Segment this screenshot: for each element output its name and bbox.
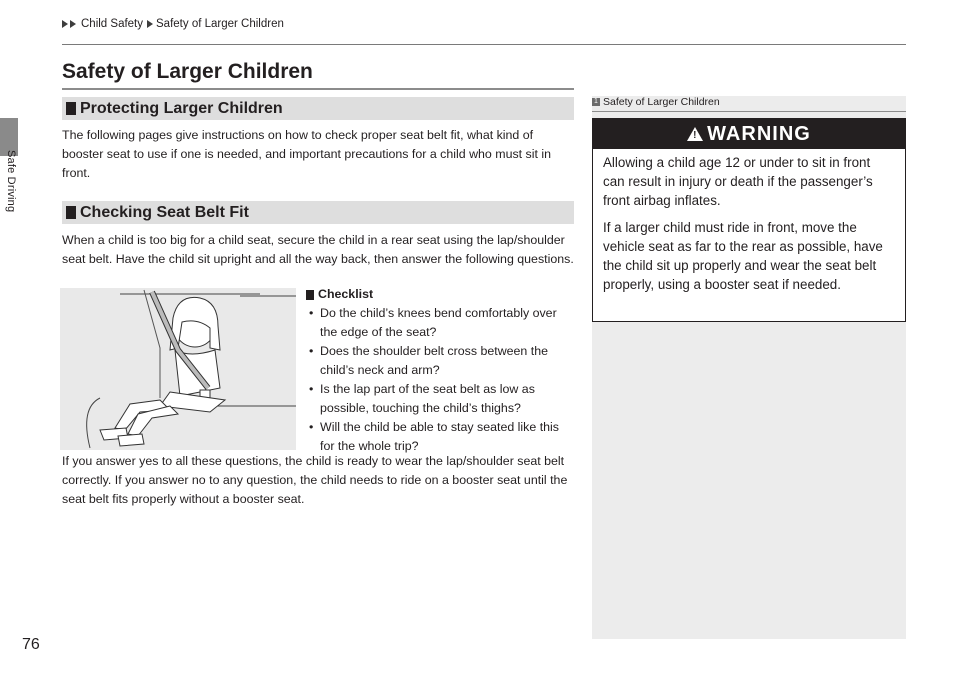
chevron-right-icon	[147, 20, 153, 28]
page-title: Safety of Larger Children	[62, 60, 313, 83]
title-divider	[62, 88, 574, 90]
child-illustration-icon	[60, 288, 296, 450]
square-bullet-icon	[66, 206, 76, 219]
checklist-item: • Does the shoulder belt cross between the child’s neck and arm?	[306, 342, 576, 380]
page-number: 76	[22, 636, 40, 653]
breadcrumb	[62, 18, 286, 30]
side-note-divider	[592, 111, 906, 112]
warning-paragraph: If a larger child must ride in front, move the vehicle seat as far to the rear as possible, have the child sit up properly and wear the seat belt properly, using a booster seat if needed.	[603, 220, 883, 292]
note-marker-icon: 1	[592, 98, 600, 106]
checking-paragraph: When a child is too big for a child seat, secure the child in a rear seat using the lap/shoulder seat belt. Have the child sit upright and all the way back, then answer the following questions.	[62, 233, 574, 266]
chevron-right-icon	[62, 20, 68, 28]
header-divider	[62, 44, 906, 45]
checklist-item: • Is the lap part of the seat belt as low as possible, touching the child’s thighs?	[306, 380, 576, 418]
side-note-title: Safety of Larger Children	[603, 96, 720, 108]
warning-triangle-icon: !	[687, 127, 703, 141]
warning-header	[593, 119, 905, 149]
protecting-paragraph: The following pages give instructions on how to check proper seat belt fit, what kind of booster seat to use if one is needed, and important precautions for a child who must sit in front.	[62, 128, 552, 180]
warning-label: WARNING	[707, 122, 811, 145]
checklist-items	[306, 304, 576, 456]
checklist-item: • Do the child’s knees bend comfortably over the edge of the seat?	[306, 304, 576, 342]
checklist	[306, 285, 576, 456]
side-tab-label: Safe Driving	[5, 150, 17, 213]
conclusion-paragraph: If you answer yes to all these questions, the child is ready to wear the lap/shoulder seat belt correctly. If you answer no to any question, the child needs to ride on a booster seat until the seat belt fits properly without a booster seat.	[62, 454, 568, 506]
square-bullet-icon	[66, 102, 76, 115]
side-note-header	[592, 96, 906, 108]
section-heading-label: Checking Seat Belt Fit	[80, 203, 249, 221]
checklist-title	[306, 285, 576, 304]
chevron-right-icon	[70, 20, 76, 28]
section-heading-checking	[62, 201, 574, 224]
section-heading-protecting	[62, 97, 574, 120]
breadcrumb-link-child-safety[interactable]: Child Safety	[81, 18, 144, 30]
warning-text	[593, 149, 905, 294]
warning-box	[592, 118, 906, 322]
child-seat-belt-illustration	[60, 288, 296, 450]
section-heading-label: Protecting Larger Children	[80, 99, 283, 117]
breadcrumb-link-safety-of-larger-children[interactable]: Safety of Larger Children	[156, 18, 284, 30]
square-bullet-icon	[306, 290, 314, 300]
warning-paragraph: Allowing a child age 12 or under to sit in front can result in injury or death if the passenger’s front airbag inflates.	[603, 155, 873, 208]
checklist-title-label: Checklist	[318, 287, 374, 301]
checklist-item: • Will the child be able to stay seated like this for the whole trip?	[306, 418, 576, 456]
